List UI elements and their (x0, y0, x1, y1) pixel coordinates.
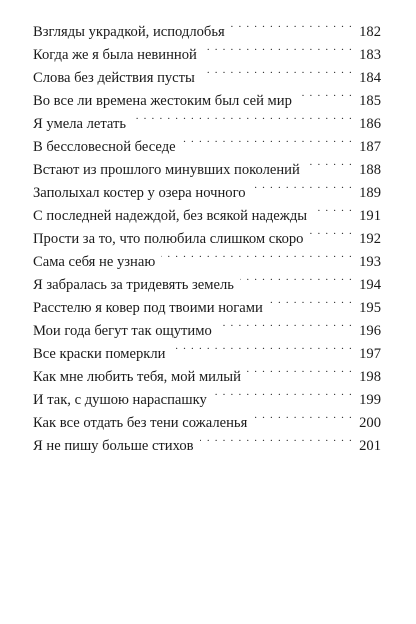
toc-entry-title: Заполыхал костер у озера ночного (33, 185, 246, 201)
dot-leader (182, 128, 353, 151)
toc-entry-title: С последней надеждой, без всякой надежды (33, 208, 308, 224)
toc-entry-title: Когда же я была невинной (33, 47, 197, 63)
toc-entry-title: Во все ли времена жестоким был сей мир (33, 93, 292, 109)
dot-leader (171, 335, 353, 358)
toc-entry-title: Мои года бегут так ощутимо (33, 323, 212, 339)
toc-entry-page: 186 (359, 116, 381, 132)
toc-entry-page: 195 (359, 300, 381, 316)
dot-leader (253, 404, 353, 427)
dot-leader (240, 266, 353, 289)
dot-leader (200, 427, 353, 450)
toc-entry-page: 192 (359, 231, 381, 247)
dot-leader (201, 59, 353, 82)
toc-entry-title: Как все отдать без тени сожаленья (33, 415, 248, 431)
toc-entry-page: 187 (359, 139, 381, 155)
dot-leader (231, 13, 353, 36)
dot-leader (309, 220, 353, 243)
toc-entry-title: Расстелю я ковер под твоими ногами (33, 300, 263, 316)
dot-leader (306, 151, 353, 174)
toc-entry-page: 184 (359, 70, 381, 86)
toc-entry-title: Прости за то, что полюбила слишком скоро (33, 231, 304, 247)
toc-entry-page: 196 (359, 323, 381, 339)
toc-entry-page: 185 (359, 93, 381, 109)
toc-entry-page: 197 (359, 346, 381, 362)
dot-leader (132, 105, 353, 128)
toc-entry-page: 188 (359, 162, 381, 178)
toc-entry-title: Как мне любить тебя, мой милый (33, 369, 241, 385)
table-of-contents (33, 13, 381, 454)
toc-entry-title: Я не пишу больше стихов (33, 438, 194, 454)
toc-entry-title: Я забралась за тридевять земель (33, 277, 234, 293)
dot-leader (247, 358, 353, 381)
toc-entry-page: 198 (359, 369, 381, 385)
toc-entry-page: 199 (359, 392, 381, 408)
dot-leader (203, 36, 353, 59)
toc-entry (33, 13, 381, 40)
dot-leader (298, 82, 353, 105)
toc-entry-page: 193 (359, 254, 381, 270)
toc-entry-title: Встают из прошлого минувших поколений (33, 162, 300, 178)
toc-entry-title: Взгляды украдкой, исподлобья (33, 24, 225, 40)
dot-leader (269, 289, 353, 312)
toc-entry-page: 183 (359, 47, 381, 63)
toc-entry-page: 182 (359, 24, 381, 40)
toc-entry-page: 200 (359, 415, 381, 431)
dot-leader (313, 197, 353, 220)
dot-leader (218, 312, 353, 335)
toc-entry-title: В бессловесной беседе (33, 139, 176, 155)
toc-entry-title: Слова без действия пусты (33, 70, 195, 86)
toc-entry-page: 189 (359, 185, 381, 201)
toc-entry-page: 191 (359, 208, 381, 224)
toc-entry-title: Все краски померкли (33, 346, 166, 362)
dot-leader (161, 243, 353, 266)
toc-entry-page: 194 (359, 277, 381, 293)
toc-entry-title: И так, с душою нараспашку (33, 392, 207, 408)
toc-entry-page: 201 (359, 438, 381, 454)
toc-entry-title: Я умела летать (33, 116, 127, 132)
dot-leader (213, 381, 353, 404)
dot-leader (252, 174, 353, 197)
toc-entry-title: Сама себя не узнаю (33, 254, 156, 270)
